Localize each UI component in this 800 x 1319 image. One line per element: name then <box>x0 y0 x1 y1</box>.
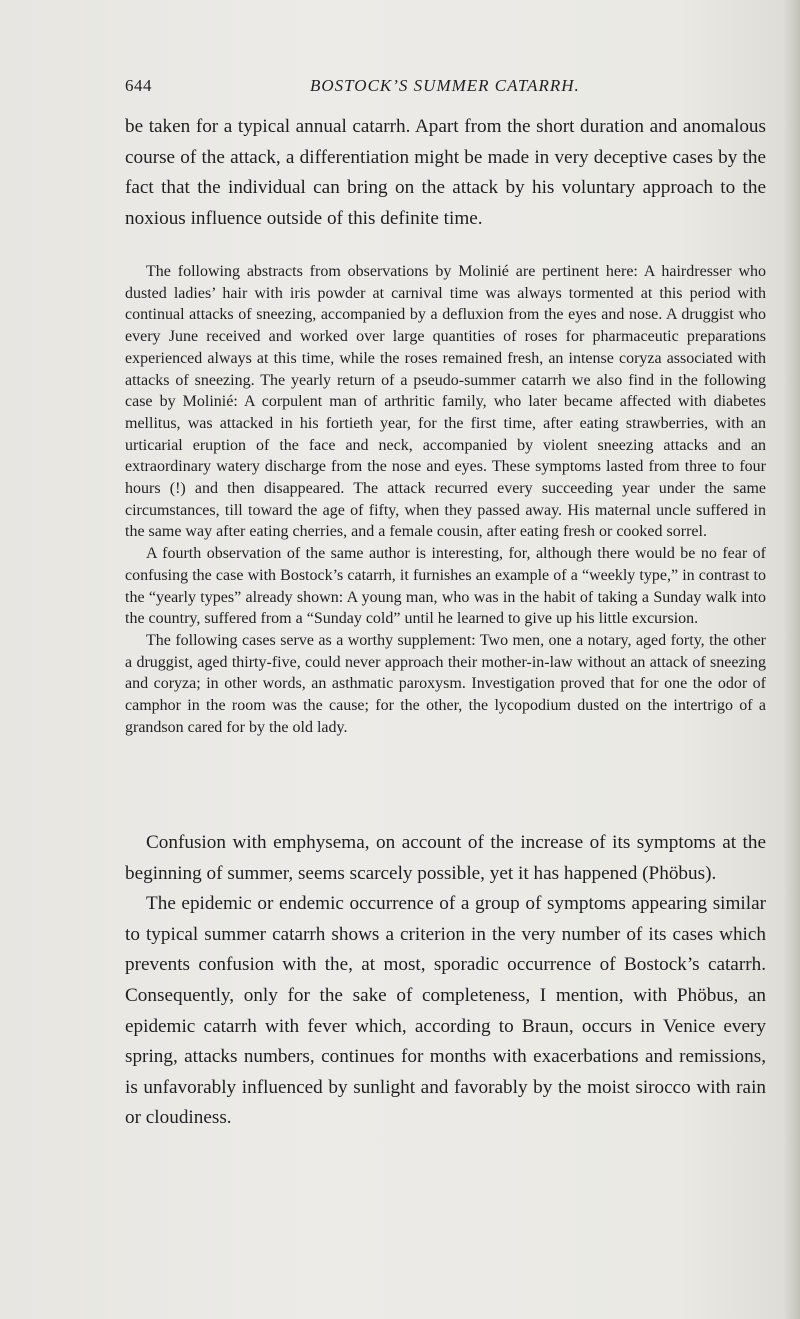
paragraph-supplement-cases: The following cases serve as a worthy supplement: Two men, one a notary, aged forty, the other a druggist, aged thirty-five, could never approach their mother-in-law without an attack of sneezing and coryza; in other words, an asthmatic paroxysm. Investigation proved that for one the odor of camphor in the room was the cause; for the other, the lycopodium dusted on the intertrigo of a grandson cared for by the old lady. <box>125 631 766 736</box>
paragraph-molinie-abstracts: The following abstracts from observations by Molinié are pertinent here: A hairdresser who dusted ladies’ hair with iris powder at carnival time was always tormented at this period with continual attacks of sneezing, accompanied by a defluxion from the eyes and nose. A druggist who every June received and worked over large quantities of roses for pharmaceutic preparations experienced always at this time, while the roses remained fresh, an intense coryza associated with attacks of sneezing. The yearly return of a pseudo-summer catarrh we also find in the following case by Molinié: A corpulent man of arthritic family, who later became affected with diabetes mellitus, was attacked in his fortieth year, for the first time, after eating strawberries, with an urticarial eruption of the face and neck, accompanied by violent sneezing attacks and an extraordinary watery discharge from the nose and eyes. These symptoms lasted from three to four hours (!) and then disappeared. The attack recurred every succeeding year under the same circumstances, till toward the age of fifty, when they passed away. His maternal uncle suffered in the same way after eating cherries, and a female cousin, after eating fresh or cooked sorrel. <box>125 263 766 541</box>
paragraph-epidemic-catarrh: The epidemic or endemic occurrence of a group of symptoms appearing similar to typical summer catarrh shows a criterion in the very number of its cases which prevents confusion with the, at most, sporadic occurrence of Bostock’s catarrh. Consequently, only for the sake of completeness, I mention, with Phöbus, an epidemic catarrh with fever which, according to Braun, occurs in Venice every spring, attacks numbers, continues for months with exacerbations and remissions, is unfavorably influenced by sunlight and favorably by the moist sirocco with rain or cloudiness. <box>125 893 766 1129</box>
paragraph-emphysema: Confusion with emphysema, on account of the increase of its symptoms at the beginning of summer, seems scarcely possible, yet it has happened (Phöbus). <box>125 832 766 884</box>
closing-block <box>125 828 766 1134</box>
small-print-block <box>125 261 766 738</box>
page-number: 644 <box>125 76 152 95</box>
running-head <box>125 76 765 100</box>
page-edge-shadow <box>784 0 800 1319</box>
paragraph-opening-continuation: be taken for a typical annual catarrh. Apart from the short duration and anomalous course of the attack, a differentiation might be made in very deceptive cases by the fact that the individual can bring on the attack by his voluntary approach to the noxious influence outside of this definite time. <box>125 116 766 229</box>
paragraph-weekly-type: A fourth observation of the same author is interesting, for, although there would be no fear of confusing the case with Bostock’s catarrh, it furnishes an example of a “weekly type,” in contrast to the “yearly types” already shown: A young man, who was in the habit of taking a Sunday walk into the country, suffered from a “Sunday cold” until he learned to give up his little excursion. <box>125 545 766 628</box>
running-title: BOSTOCK’S SUMMER CATARRH. <box>310 76 580 95</box>
